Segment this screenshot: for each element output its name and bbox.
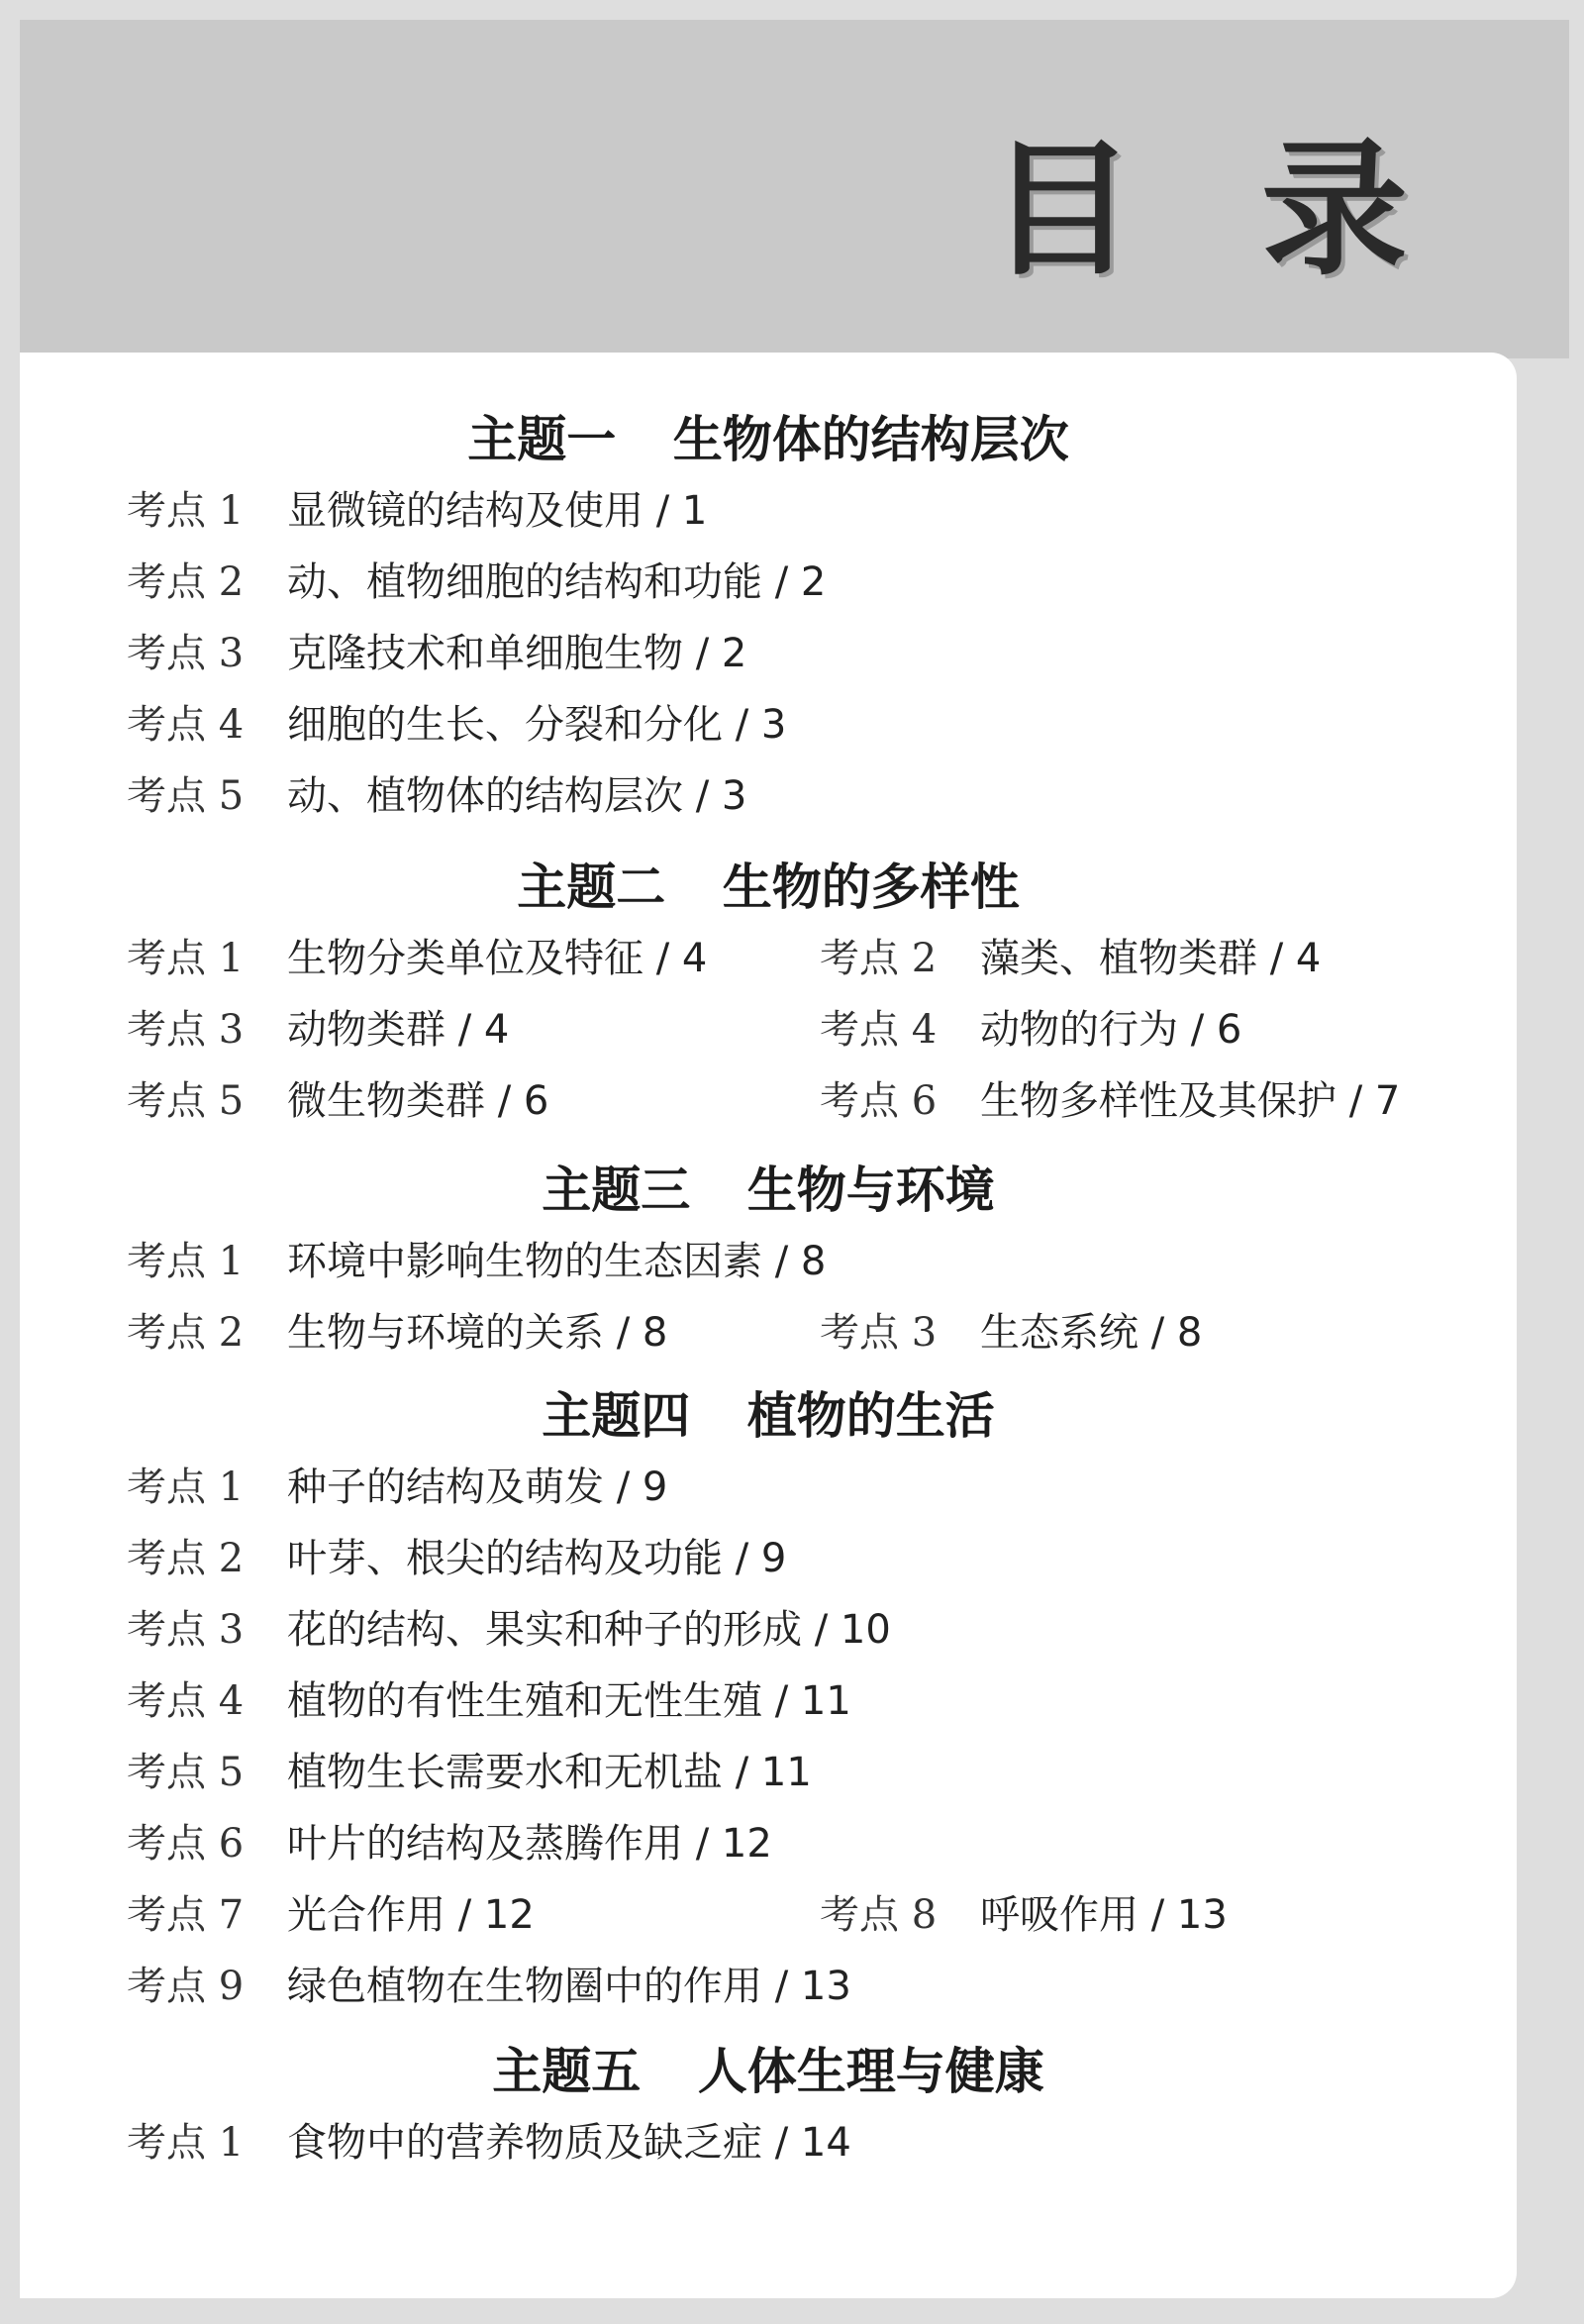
entry-title: 呼吸作用: [980, 1892, 1138, 1938]
entry-title: 显微镜的结构及使用: [287, 488, 644, 534]
topic-label: 考点 2: [127, 1310, 245, 1356]
entry-title: 绿色植物在生物圈中的作用: [287, 1964, 762, 2009]
toc-row: [20, 1879, 1517, 1951]
toc-entry[interactable]: [820, 1297, 1202, 1368]
toc-row: [20, 1452, 1517, 1523]
page-number: / 6: [1178, 1007, 1242, 1053]
entry-title: 生物与环境的关系: [287, 1310, 604, 1356]
entry-title: 植物的有性生殖和无性生殖: [287, 1678, 762, 1724]
toc-entry[interactable]: [127, 1297, 667, 1368]
toc-row: [20, 1523, 1517, 1594]
toc-entry[interactable]: [820, 1879, 1228, 1951]
entry-title: 动物的行为: [980, 1007, 1178, 1053]
topic-label: 考点 1: [127, 1465, 245, 1510]
toc-entry[interactable]: [127, 1879, 535, 1951]
topic-label: 考点 1: [127, 2120, 245, 2166]
toc-entry[interactable]: [127, 1737, 812, 1808]
topic-label: 考点 1: [127, 1239, 245, 1284]
toc-row: [20, 760, 1517, 832]
toc-section: [20, 404, 1517, 832]
page-number: / 11: [762, 1678, 851, 1724]
toc-entry[interactable]: [127, 1951, 851, 2022]
page-number: / 9: [604, 1465, 668, 1510]
toc-entry[interactable]: [127, 1594, 891, 1666]
page-number: / 8: [604, 1310, 668, 1356]
topic-label: 考点 8: [820, 1892, 938, 1938]
topic-label: 考点 3: [820, 1310, 938, 1356]
section-title: 主题五 人体生理与健康: [492, 2043, 1044, 2100]
page-number: / 12: [683, 1821, 772, 1867]
topic-label: 考点 3: [127, 1007, 245, 1053]
toc-row: [20, 1226, 1517, 1297]
toc-row: [20, 1297, 1517, 1368]
page-number: / 1: [644, 488, 708, 534]
entry-title: 生物多样性及其保护: [980, 1078, 1336, 1124]
topic-label: 考点 1: [127, 936, 245, 981]
topic-label: 考点 4: [820, 1007, 938, 1053]
topic-label: 考点 9: [127, 1964, 245, 2009]
page-title: 目 录: [988, 125, 1445, 295]
entry-title: 光合作用: [287, 1892, 446, 1938]
topic-label: 考点 6: [127, 1821, 245, 1867]
topic-label: 考点 4: [127, 702, 245, 748]
page-number: / 12: [446, 1892, 535, 1938]
entry-title: 叶芽、根尖的结构及功能: [287, 1536, 723, 1581]
toc-entry[interactable]: [820, 994, 1241, 1065]
toc-entry[interactable]: [127, 1452, 667, 1523]
toc-entry[interactable]: [820, 923, 1321, 994]
topic-label: 考点 2: [127, 1536, 245, 1581]
page-number: / 4: [1257, 936, 1322, 981]
topic-label: 考点 2: [820, 936, 938, 981]
topic-label: 考点 5: [127, 1750, 245, 1795]
toc-row: [20, 1951, 1517, 2022]
toc-entry[interactable]: [127, 1226, 826, 1297]
toc-section: [20, 1155, 1517, 1368]
toc-row: [20, 994, 1517, 1065]
toc-row: [20, 1594, 1517, 1666]
toc-panel: [20, 353, 1517, 2298]
entry-title: 花的结构、果实和种子的形成: [287, 1607, 802, 1653]
page-number: / 2: [683, 631, 747, 676]
topic-label: 考点 5: [127, 773, 245, 819]
entry-title: 种子的结构及萌发: [287, 1465, 604, 1510]
entry-title: 环境中影响生物的生态因素: [287, 1239, 762, 1284]
toc-row: [20, 923, 1517, 994]
page-number: / 8: [762, 1239, 827, 1284]
entry-title: 叶片的结构及蒸腾作用: [287, 1821, 683, 1867]
toc-row: [20, 2107, 1517, 2178]
page-number: / 8: [1138, 1310, 1203, 1356]
toc-entry[interactable]: [127, 994, 509, 1065]
entry-title: 微生物类群: [287, 1078, 485, 1124]
page-number: / 2: [762, 559, 827, 605]
toc-entry[interactable]: [127, 475, 707, 547]
topic-label: 考点 3: [127, 631, 245, 676]
toc-row: [20, 1737, 1517, 1808]
section-title: 主题三 生物与环境: [542, 1162, 995, 1219]
page-number: / 11: [723, 1750, 812, 1795]
topic-label: 考点 6: [820, 1078, 938, 1124]
entry-title: 细胞的生长、分裂和分化: [287, 702, 723, 748]
toc-row: [20, 1666, 1517, 1737]
toc-entry[interactable]: [127, 2107, 851, 2178]
page-number: / 4: [644, 936, 708, 981]
entry-title: 生物分类单位及特征: [287, 936, 644, 981]
toc-row: [20, 618, 1517, 689]
topic-label: 考点 3: [127, 1607, 245, 1653]
toc-entry[interactable]: [820, 1065, 1400, 1137]
topic-label: 考点 4: [127, 1678, 245, 1724]
toc-entry[interactable]: [127, 1666, 851, 1737]
toc-entry[interactable]: [127, 760, 746, 832]
entry-title: 植物生长需要水和无机盐: [287, 1750, 723, 1795]
toc-row: [20, 1808, 1517, 1879]
section-title: 主题一 生物体的结构层次: [467, 411, 1069, 468]
page-number: / 4: [446, 1007, 510, 1053]
entry-title: 食物中的营养物质及缺乏症: [287, 2120, 762, 2166]
toc-entry[interactable]: [127, 1523, 786, 1594]
page-number: / 6: [485, 1078, 549, 1124]
toc-row: [20, 547, 1517, 618]
section-title: 主题四 植物的生活: [542, 1387, 995, 1445]
toc-entry[interactable]: [127, 547, 826, 618]
section-title: 主题二 生物的多样性: [517, 859, 1020, 916]
toc-entry[interactable]: [127, 1065, 548, 1137]
page-number: / 3: [683, 773, 747, 819]
toc-section: [20, 1380, 1517, 2022]
entry-title: 动物类群: [287, 1007, 446, 1053]
toc-section: [20, 2036, 1517, 2178]
page-number: / 7: [1336, 1078, 1401, 1124]
entry-title: 动、植物体的结构层次: [287, 773, 683, 819]
entry-title: 克隆技术和单细胞生物: [287, 631, 683, 676]
topic-label: 考点 7: [127, 1892, 245, 1938]
toc-entry[interactable]: [127, 618, 746, 689]
entry-title: 生态系统: [980, 1310, 1138, 1356]
entry-title: 动、植物细胞的结构和功能: [287, 559, 762, 605]
page-number: / 10: [802, 1607, 891, 1653]
toc-row: [20, 1065, 1517, 1137]
page-number: / 3: [723, 702, 787, 748]
topic-label: 考点 1: [127, 488, 245, 534]
toc-row: [20, 475, 1517, 547]
toc-section: [20, 852, 1517, 1137]
topic-label: 考点 2: [127, 559, 245, 605]
toc-entry[interactable]: [127, 923, 707, 994]
toc-entry[interactable]: [127, 1808, 772, 1879]
topic-label: 考点 5: [127, 1078, 245, 1124]
page-number: / 14: [762, 2120, 851, 2166]
page-number: / 13: [762, 1964, 851, 2009]
page-number: / 13: [1138, 1892, 1228, 1938]
page-number: / 9: [723, 1536, 787, 1581]
entry-title: 藻类、植物类群: [980, 936, 1257, 981]
toc-row: [20, 689, 1517, 760]
toc-entry[interactable]: [127, 689, 786, 760]
